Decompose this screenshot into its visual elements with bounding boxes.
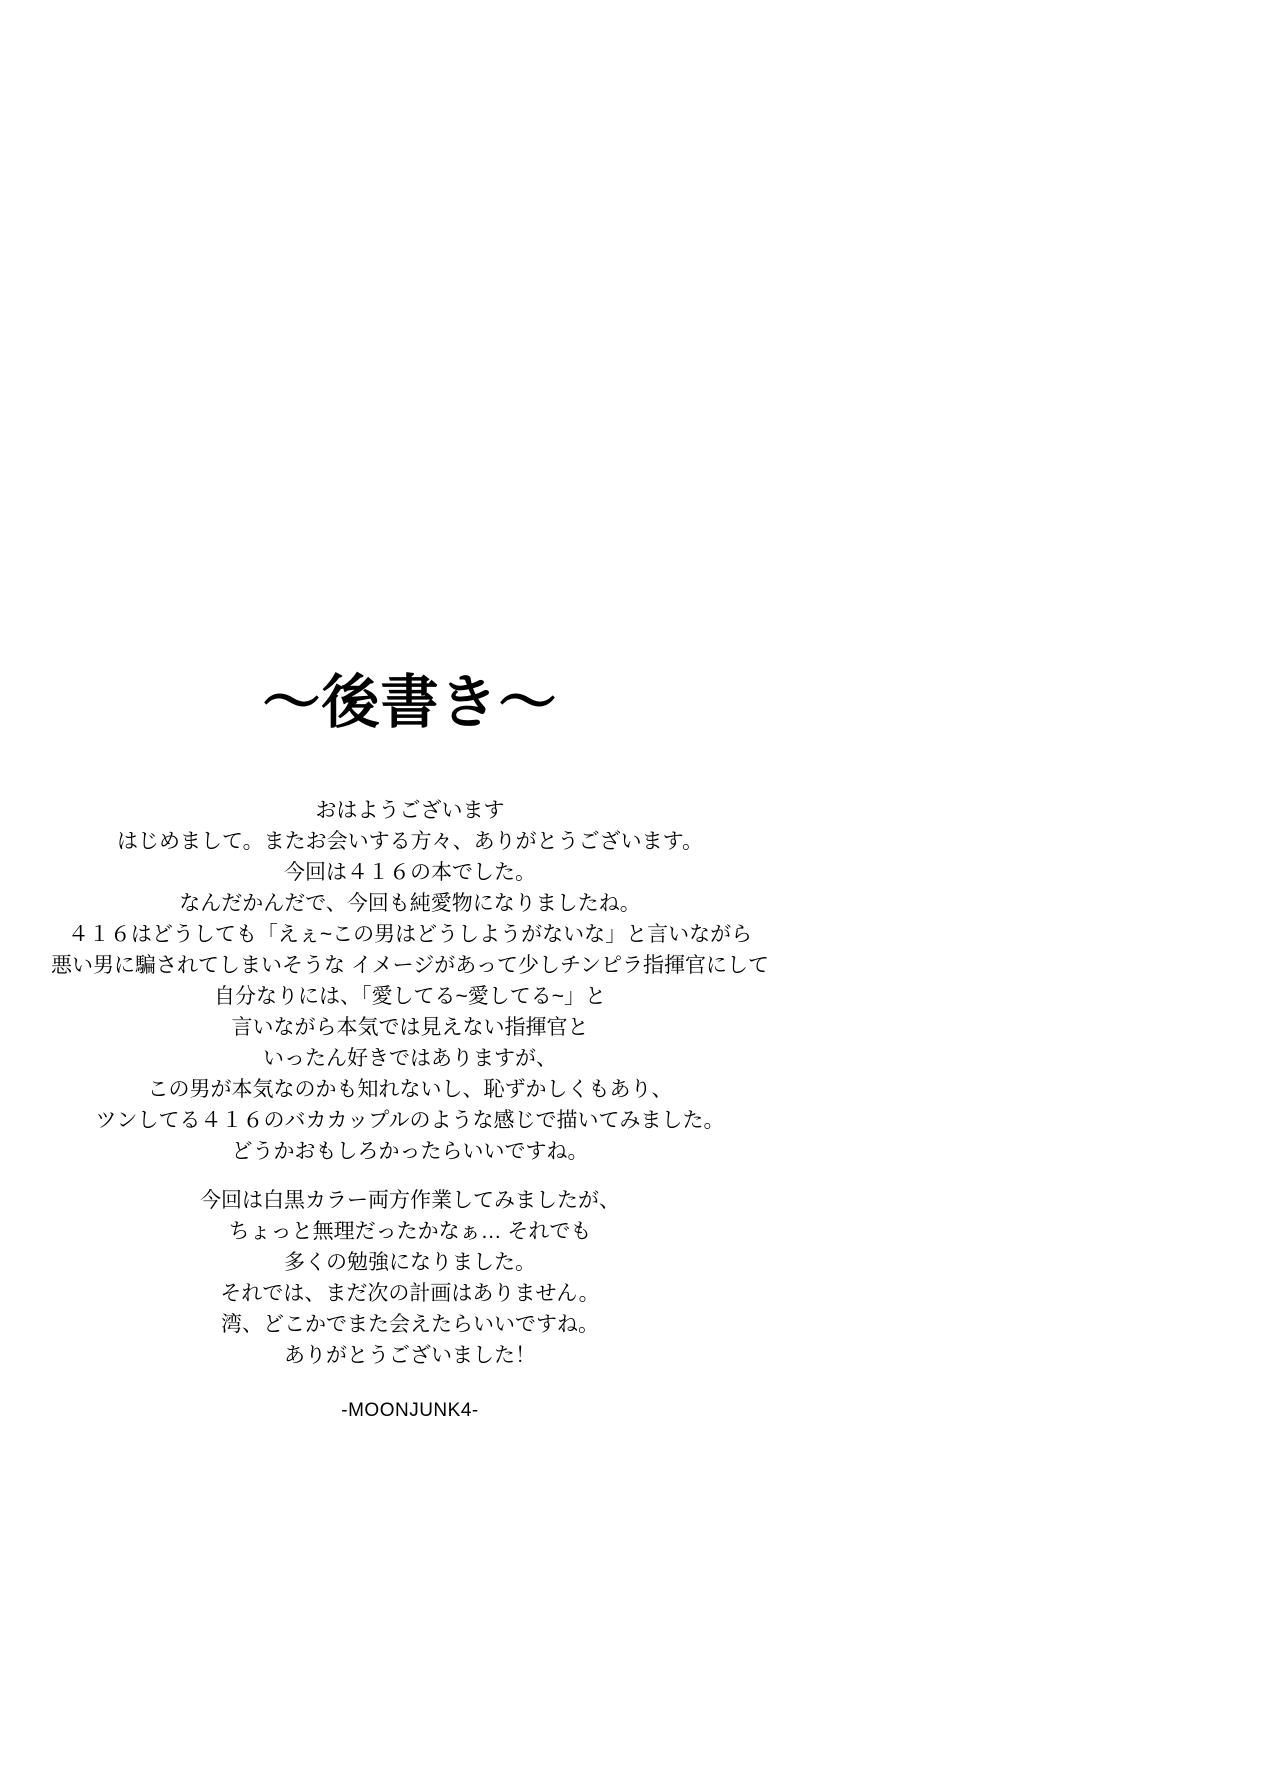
text-line: 自分なりには、「愛してる~愛してる~」と — [213, 985, 607, 1008]
text-line: 湾、どこかでまた会えたらいいですね。 — [221, 1313, 599, 1336]
text-line: はじめまして。またお会いする方々、ありがとうございます。 — [117, 830, 703, 853]
text-line: ありがとうございました！ — [284, 1344, 536, 1367]
text-line: 言いながら本気では見えない指揮官と — [231, 1016, 589, 1039]
afterword-paragraph-2 — [0, 1185, 820, 1371]
text-line: どうかおもしろかったらいいですね。 — [231, 1140, 589, 1163]
text-line: おはようございます — [315, 799, 505, 822]
text-line: ４１６はどうしても「えぇ~この男はどうしようがないな」と言いながら — [67, 923, 753, 946]
text-line: この男が本気なのかも知れないし、恥ずかしくもあり、 — [147, 1078, 673, 1101]
author-signature: -MOONJUNK4- — [341, 1400, 479, 1421]
text-line: 多くの勉強になりました。 — [284, 1251, 536, 1274]
text-line: いったん好きではありますが、 — [263, 1047, 557, 1070]
text-line: 悪い男に騙されてしまいそうな イメージがあって少しチンピラ指揮官にして — [51, 954, 769, 977]
text-line: それでは、まだ次の計画はありません。 — [220, 1282, 600, 1305]
text-line: 今回は白黒カラー両方作業してみましたが、 — [200, 1189, 620, 1212]
text-line: ツンしてる４１６のバカカップルのような感じで描いてみました。 — [95, 1109, 725, 1132]
text-line: 今回は４１６の本でした。 — [284, 861, 536, 884]
text-line: なんだかんだで、今回も純愛物になりましたね。 — [179, 892, 641, 915]
text-line: ちょっと無理だったかなぁ… それでも — [228, 1220, 592, 1243]
page-title: ～後書き～ — [262, 670, 558, 735]
afterword-paragraph-1 — [0, 795, 820, 1167]
